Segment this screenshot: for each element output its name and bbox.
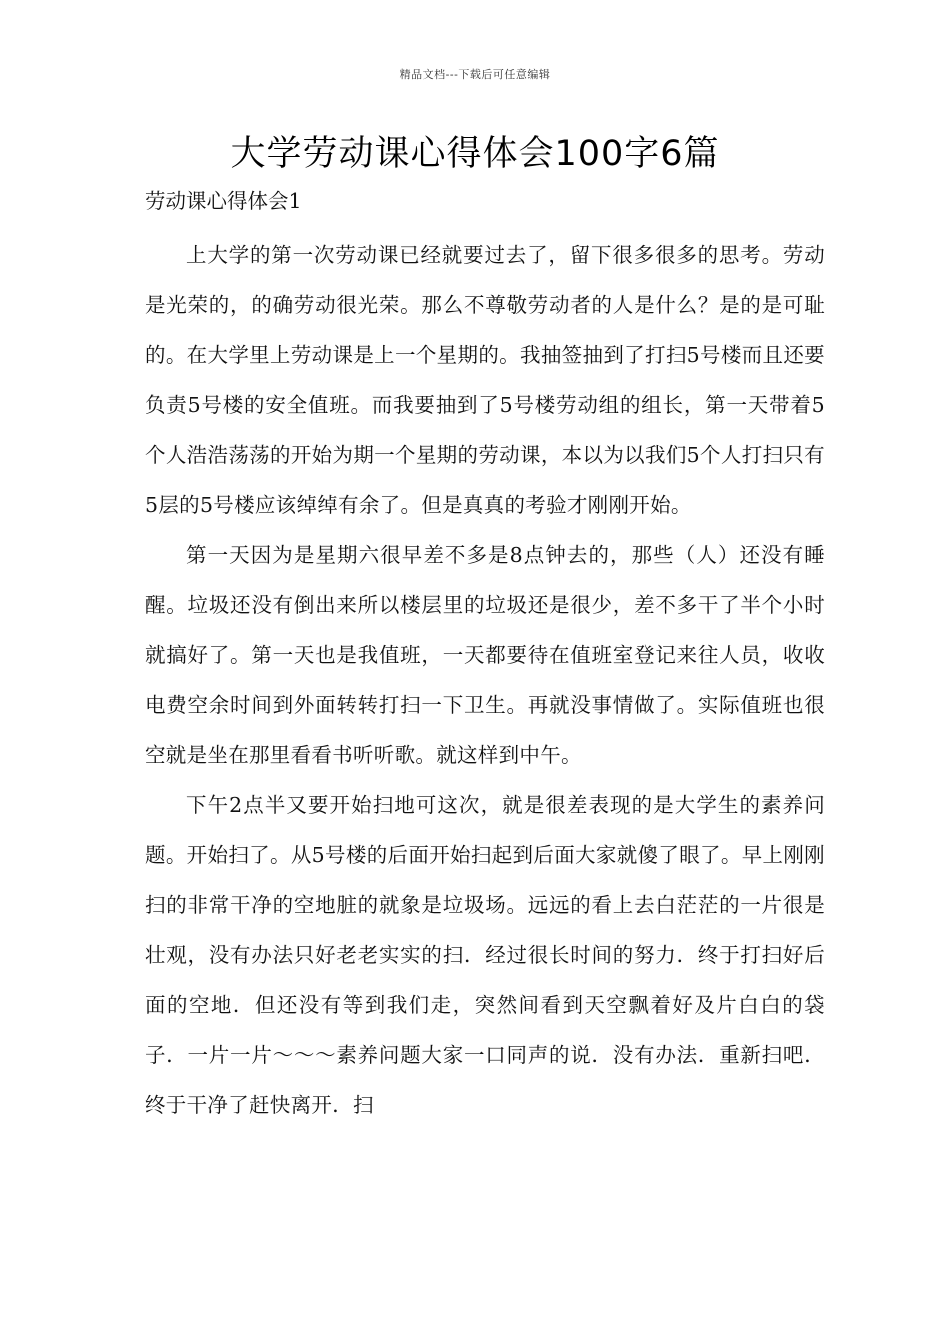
body-paragraph-2: 第一天因为是星期六很早差不多是8点钟去的，那些（人）还没有睡醒。垃圾还没有倒出来所以楼层里的垃圾还是很少，差不多干了半个小时就搞好了。第一天也是我值班，一天都要待在值班室登记来往人员，收收电费空余时间到外面转转打扫一下卫生。再就没事情做了。实际值班也很空就是坐在那里看看书听听歌。就这样到中午。: [145, 543, 825, 767]
document-body: [145, 184, 825, 1130]
body-paragraph-1: 上大学的第一次劳动课已经就要过去了，留下很多很多的思考。劳动是光荣的，的确劳动很光荣。那么不尊敬劳动者的人是什么？是的是可耻的。在大学里上劳动课是上一个星期的。我抽签抽到了打扫5号楼而且还要负责5号楼的安全值班。而我要抽到了5号楼劳动组的组长，第一天带着5个人浩浩荡荡的开始为期一个星期的劳动课，本以为以我们5个人打扫只有5层的5号楼应该绰绰有余了。但是真真的考验才刚刚开始。: [145, 243, 825, 517]
body-paragraph-3: 下午2点半又要开始扫地可这次，就是很差表现的是大学生的素养问题。开始扫了。从5号楼的后面开始扫起到后面大家就傻了眼了。早上刚刚扫的非常干净的空地脏的就象是垃圾场。远远的看上去白茫茫的一片很是壮观，没有办法只好老老实实的扫．经过很长时间的努力．终于打扫好后面的空地．但还没有等到我们走，突然间看到天空飘着好及片白白的袋子．一片一片～～～素养问题大家一口同声的说．没有办法．重新扫吧．终于干净了赶快离开．扫: [145, 793, 825, 1117]
section-heading: 劳动课心得体会1: [145, 189, 302, 213]
document-title: 大学劳动课心得体会100字6篇: [230, 134, 720, 174]
document-header-note: 精品文档---下载后可任意编辑: [399, 68, 551, 81]
